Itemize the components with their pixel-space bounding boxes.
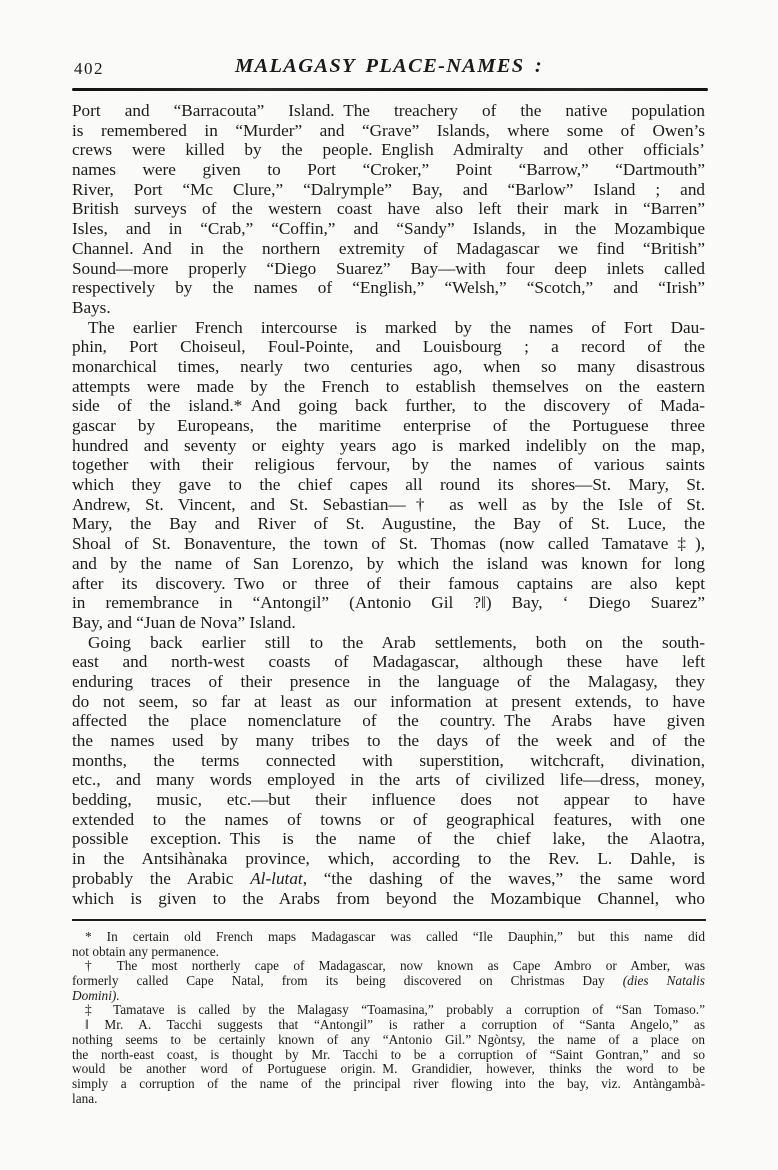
text-line: Bay, and “Juan de Nova” Island. bbox=[72, 612, 296, 632]
text-line: ‖ Mr. A. Tacchi suggests that “Antongil” is rather a corruption of “Santa Angelo,” as bbox=[85, 1017, 705, 1033]
text-line: Mary, the Bay and River of St. Augustine, the Bay of St. Luce, the bbox=[72, 514, 705, 534]
text-line: do not seem, so far at least as our information at present extends, to have bbox=[72, 691, 705, 711]
text-line: which is given to the Arabs from beyond the Mozambique Channel, who bbox=[72, 888, 705, 908]
text-line: formerly called Cape Natal, from its being discovered on Christmas Day (dies Natalis bbox=[72, 973, 705, 989]
header-rule bbox=[72, 88, 708, 91]
text-line: together with their religious fervour, by the names of various saints bbox=[72, 455, 705, 475]
text-line: side of the island.* And going back further, to the discovery of Mada- bbox=[72, 396, 705, 416]
text-line: lana. bbox=[72, 1090, 98, 1106]
text-line: crews were killed by the people. English Admiralty and other officials’ bbox=[72, 140, 705, 160]
footnote-rule bbox=[72, 919, 706, 921]
text-line: east and north-west coasts of Madagascar, although these have left bbox=[72, 652, 705, 672]
text-line: which they gave to the chief capes all round its shores—St. Mary, St. bbox=[72, 475, 705, 495]
paragraph bbox=[72, 633, 705, 909]
text-line: attempts were made by the French to establish themselves on the eastern bbox=[72, 376, 705, 396]
text-line: is remembered in “Murder” and “Grave” Islands, where some of Owen’s bbox=[72, 120, 705, 140]
text-line: and by the name of San Lorenzo, by which the island was known for long bbox=[72, 553, 705, 573]
text-line: ‡ Tamatave is called by the Malagasy “Toamasina,” probably a corruption of “San Tomaso.” bbox=[85, 1002, 705, 1018]
text-line: Channel. And in the northern extremity of Madagascar we find “British” bbox=[72, 238, 705, 258]
text-line: Domini). bbox=[72, 987, 120, 1003]
text-line: respectively by the names of “English,” “Welsh,” “Scotch,” and “Irish” bbox=[72, 278, 705, 298]
footnote bbox=[72, 930, 705, 959]
text-line: in remembrance in “Antongil” (Antonio Gil ?‖) Bay, ‘ Diego Suarez” bbox=[72, 593, 705, 613]
text-line: bedding, music, etc.—but their influence does not appear to have bbox=[72, 790, 705, 810]
page-header bbox=[72, 55, 706, 85]
text-line: phin, Port Choiseul, Foul-Pointe, and Louisbourg ; a record of the bbox=[72, 337, 705, 357]
text-line: possible exception. This is the name of the chief lake, the Alaotra, bbox=[72, 829, 705, 849]
text-line: after its discovery. Two or three of their famous captains are also kept bbox=[72, 573, 705, 593]
text-line: not obtain any permanence. bbox=[72, 943, 219, 959]
text-line: * In certain old French maps Madagascar was called “Ile Dauphin,” but this name did bbox=[85, 929, 705, 944]
text-line: River, Port “Mc Clure,” “Dalrymple” Bay, and “Barlow” Island ; and bbox=[72, 179, 705, 199]
footnote bbox=[72, 959, 705, 1003]
text-line: the names used by many tribes to the days of the week and of the bbox=[72, 731, 705, 750]
body-text bbox=[72, 101, 705, 908]
text-line: † The most northerly cape of Madagascar, now known as Cape Ambro or Amber, was bbox=[85, 958, 705, 974]
text-line: in the Antsihànaka province, which, according to the Rev. L. Dahle, is bbox=[72, 849, 705, 869]
paragraph bbox=[72, 101, 705, 318]
text-line: monarchical times, nearly two centuries ago, when so many disastrous bbox=[72, 356, 705, 376]
text-line: Bays. bbox=[72, 297, 111, 317]
text-line: extended to the names of towns or of geographical features, with one bbox=[72, 809, 705, 829]
text-line: gascar by Europeans, the maritime enterprise of the Portuguese three bbox=[72, 416, 705, 435]
text-line: Port and “Barracouta” Island. The treachery of the native population bbox=[72, 101, 705, 120]
text-line: would be another word of Portuguese origin. M. Grandidier, however, thinks the word to be bbox=[72, 1061, 705, 1077]
text-line: etc., and many words employed in the arts of civilized life—dress, money, bbox=[72, 770, 705, 790]
text-line: Sound—more properly “Diego Suarez” Bay—with four deep inlets called bbox=[72, 258, 705, 278]
text-line: simply a corruption of the name of the principal river flowing into the bay, viz. Antàngambà- bbox=[72, 1075, 705, 1091]
footnote bbox=[72, 1018, 705, 1106]
footnote bbox=[72, 1003, 705, 1018]
text-line: Shoal of St. Bonaventure, the town of St. Thomas (now called Tamatave‡), bbox=[72, 534, 705, 554]
running-title: MALAGASY PLACE-NAMES : bbox=[234, 55, 544, 77]
paragraph bbox=[72, 318, 705, 633]
text-line: probably the Arabic Al-lutat, “the dashing of the waves,” the same word bbox=[72, 868, 705, 888]
text-line: The earlier French intercourse is marked by the names of Fort Dau- bbox=[88, 317, 705, 337]
text-line: Going back earlier still to the Arab settlements, both on the south- bbox=[88, 632, 705, 652]
footnotes bbox=[72, 930, 705, 1106]
page-number: 402 bbox=[74, 59, 104, 78]
text-line: British surveys of the western coast have also left their mark in “Barren” bbox=[72, 199, 705, 219]
text-line: nothing seems to be certainly known of any “Antonio Gil.” Ngòntsy, the name of a place on bbox=[72, 1031, 705, 1047]
text-line: names were given to Port “Croker,” Point “Barrow,” “Dartmouth” bbox=[72, 160, 705, 180]
text-line: the north-east coast, is thought by Mr. Tacchi to be a corruption of “Saint Gontran,” and so bbox=[72, 1046, 705, 1062]
text-line: hundred and seventy or eighty years ago is marked indelibly on the map, bbox=[72, 435, 705, 455]
text-line: months, the terms connected with superstition, witchcraft, divination, bbox=[72, 750, 705, 770]
text-line: Isles, and in “Crab,” “Coffin,” and “Sandy” Islands, in the Mozambique bbox=[72, 219, 705, 239]
text-line: Andrew, St. Vincent, and St. Sebastian—† as well as by the Isle of St. bbox=[72, 494, 705, 514]
text-line: enduring traces of their presence in the language of the Malagasy, they bbox=[72, 671, 705, 691]
text-line: affected the place nomenclature of the country. The Arabs have given bbox=[72, 711, 705, 731]
